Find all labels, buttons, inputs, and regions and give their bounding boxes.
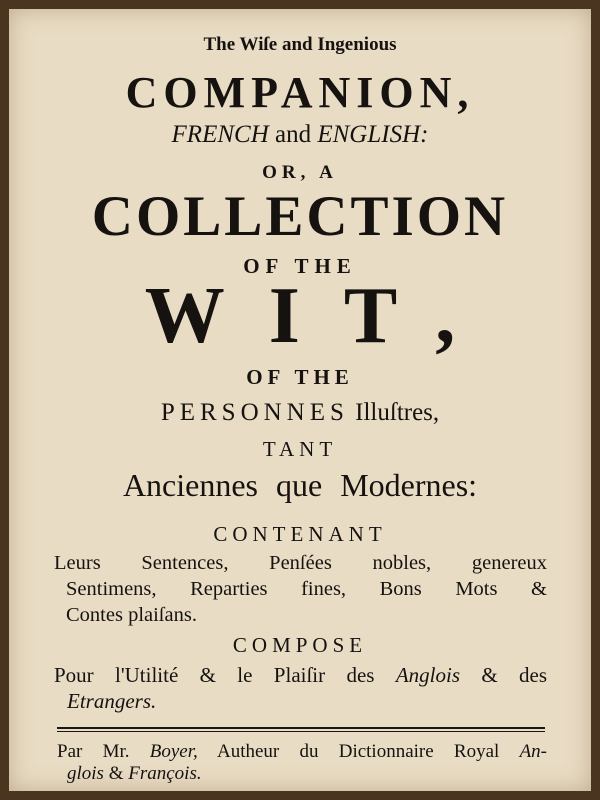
- purpose-text: Pour l'Utilité & le Plaiſir des: [54, 663, 375, 687]
- purpose-text-2: & des: [481, 663, 548, 687]
- heading-contenant: CONTENANT: [213, 522, 387, 546]
- author-name: Boyer,: [149, 741, 198, 762]
- author-an: An-: [519, 741, 548, 762]
- heading-compose: COMPOSE: [232, 633, 368, 657]
- divider-rule-thin: [57, 731, 545, 732]
- title-of-the-1: OF THE: [243, 254, 357, 278]
- title-collection: COLLECTION: [91, 185, 509, 248]
- title-personnes-illustres: [9, 399, 591, 427]
- contents-line-2: Sentimens, Reparties fines, Bons Mots &: [66, 578, 547, 600]
- contents-line-1: Leurs Sentences, Penſées nobles, genereux: [54, 552, 547, 574]
- title-or-a: OR, A: [262, 162, 338, 183]
- subtitle-wise-ingenious: The Wiſe and Ingenious: [203, 34, 397, 55]
- author-line-2: [67, 761, 547, 787]
- author-description: Autheur du Dictionnaire Royal: [216, 741, 500, 762]
- title-anciennes-modernes: Anciennes que Modernes:: [122, 467, 478, 503]
- purpose-line-1: [54, 662, 547, 688]
- word-english: ENGLISH:: [317, 121, 429, 148]
- title-tant: TANT: [262, 437, 338, 461]
- word-personnes: PERSONNES: [160, 399, 349, 426]
- word-french: FRENCH: [171, 121, 269, 148]
- author-francois: François.: [128, 763, 202, 784]
- contents-line-3: Contes plaiſans.: [66, 604, 197, 626]
- title-french-english: [9, 121, 591, 149]
- purpose-line-2: Etrangers.: [67, 689, 157, 713]
- author-par: Par Mr.: [57, 741, 130, 762]
- word-and: and: [275, 121, 312, 148]
- title-page: [9, 9, 591, 791]
- divider-rule: [57, 727, 545, 729]
- title-of-the-2: OF THE: [246, 365, 354, 389]
- word-illustres: Illuſtres,: [355, 399, 440, 426]
- title-companion: COMPANION,: [125, 68, 475, 117]
- title-wit: WIT,: [144, 272, 500, 360]
- author-amp: &: [108, 763, 124, 784]
- word-anglois: Anglois: [395, 663, 460, 687]
- author-glois: glois: [67, 763, 104, 784]
